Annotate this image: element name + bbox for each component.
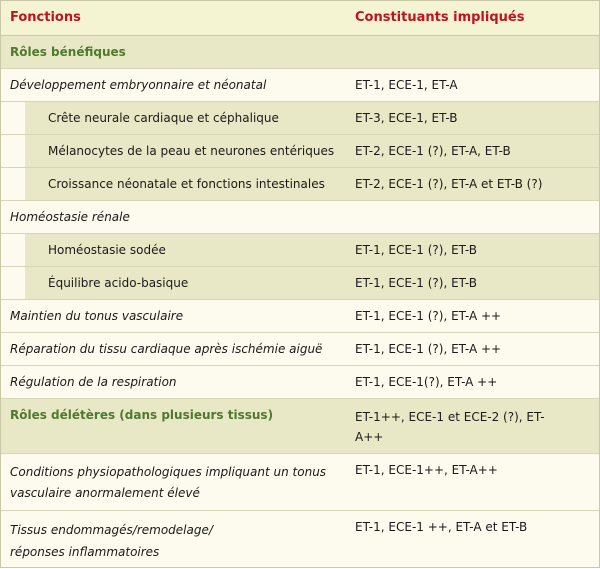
function-cell: Équilibre acido-basique [48,276,189,290]
function-cell: Mélanocytes de la peau et neurones entériques [48,144,335,158]
constituents-cell: ET-1, ECE-1, ET-A [355,78,458,92]
table-row [1,366,599,399]
constituents-cell: ET-1, ECE-1 (?), ET-A ++ [355,309,502,323]
section-label-beneficial: Rôles bénéfiques [10,45,126,59]
column-header-constituents: Constituants impliqués [355,10,525,25]
constituents-cell: ET-1++, ECE-1 et ECE-2 (?), ET-A++ [355,410,545,444]
table-row [1,300,599,333]
constituents-cell: ET-2, ECE-1 (?), ET-A, ET-B [355,144,511,158]
table-row [1,454,599,511]
function-cell: Maintien du tonus vasculaire [10,309,184,323]
table-header [1,1,599,36]
constituents-cell: ET-3, ECE-1, ET-B [355,111,458,125]
constituents-cell: ET-1, ECE-1 (?), ET-B [355,243,478,257]
function-cell: Homéostasie rénale [10,210,130,224]
table-row [1,399,599,454]
section-label-deleterious: Rôles délétères (dans plusieurs tissus) [10,408,274,422]
table-row [1,135,599,168]
table-row [1,168,599,201]
function-cell: Croissance néonatale et fonctions intestinales [48,177,325,191]
table-row [1,201,599,234]
table-row [1,267,599,300]
table-row [1,333,599,366]
constituents-cell: ET-1, ECE-1 ++, ET-A et ET-B [355,520,528,534]
constituents-cell: ET-1, ECE-1(?), ET-A ++ [355,375,498,389]
constituents-cell: ET-1, ECE-1 (?), ET-B [355,276,478,290]
function-cell: Conditions physiopathologiques impliquant un tonus vasculaire anormalement élevé [10,465,327,500]
column-header-functions: Fonctions [10,10,81,25]
constituents-cell: ET-2, ECE-1 (?), ET-A et ET-B (?) [355,177,543,191]
constituents-cell: ET-1, ECE-1++, ET-A++ [355,463,498,477]
table-row [1,36,599,69]
constituents-cell: ET-1, ECE-1 (?), ET-A ++ [355,342,502,356]
function-cell: Tissus endommagés/remodelage/ réponses inflammatoires [10,523,213,559]
function-cell: Réparation du tissu cardiaque après ischémie aiguë [10,342,323,356]
function-cell: Homéostasie sodée [48,243,166,257]
function-cell: Crête neurale cardiaque et céphalique [48,111,279,125]
function-cell: Régulation de la respiration [10,375,177,389]
table-row [1,69,599,102]
table-row [1,234,599,267]
function-cell: Développement embryonnaire et néonatal [10,78,267,92]
table-row [1,511,599,567]
table-row [1,102,599,135]
